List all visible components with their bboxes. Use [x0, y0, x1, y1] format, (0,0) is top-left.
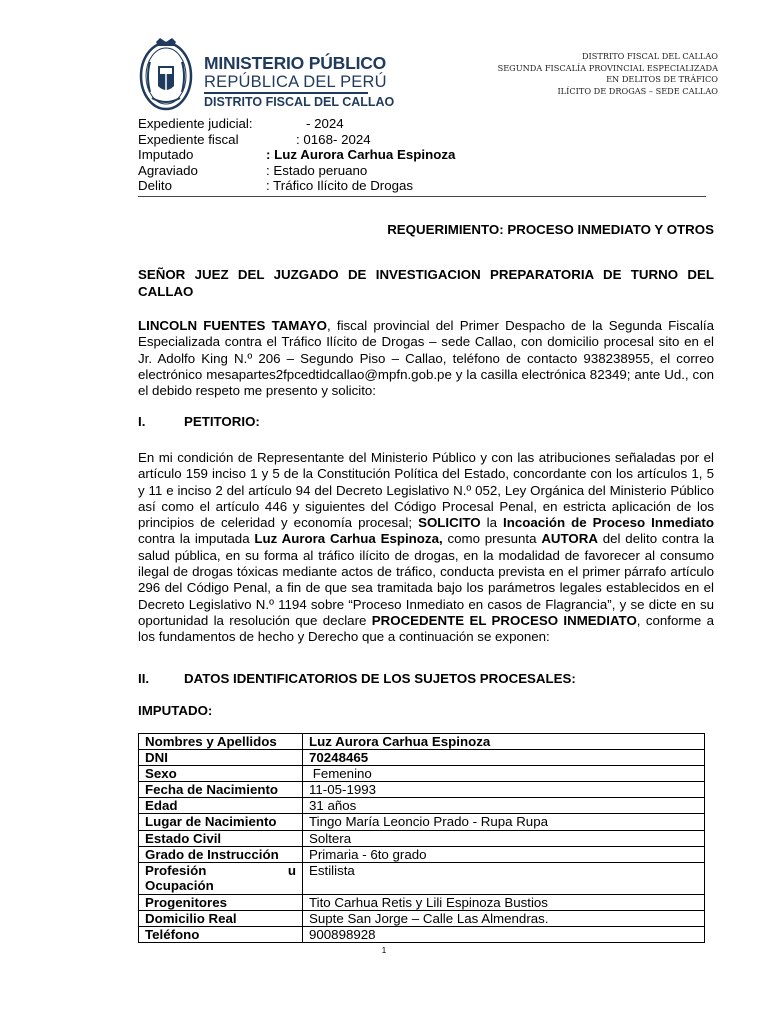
table-row: [139, 846, 705, 862]
key-part: u: [287, 862, 296, 878]
coat-of-arms-icon: [138, 36, 194, 112]
section-heading-petitorio: [138, 414, 260, 429]
text-run: la: [480, 515, 504, 531]
logo-line-3: DISTRITO FISCAL DEL CALLAO: [204, 94, 395, 109]
meta-label: Expediente fiscal: [138, 131, 239, 147]
table-value: Luz Aurora Carhua Espinoza: [303, 734, 705, 750]
text-run: En mi condición de Representante del Ministerio Público y con las atribuciones señaladas por el artículo 159 inciso 1 y 5 de la Constitución Política del Estado, concordante con los artículos 1, 5 y 11 e inciso 2 del artículo 94 del Decreto Legislativo N.º 052, Ley Orgánica del Ministerio Público así como el artículo 446 y siguientes del Código Procesal Penal, en estricta aplicación de los principios de celeridad y economía procesal;: [138, 450, 714, 531]
table-value: Supte San Jorge – Calle Las Almendras.: [303, 910, 705, 926]
section-title: DATOS IDENTIFICATORIOS DE LOS SUJETOS PROCESALES:: [184, 671, 576, 686]
table-key: Sexo: [139, 766, 303, 782]
bold-run: PROCEDENTE EL PROCESO INMEDIATO: [371, 612, 637, 628]
office-header: [498, 51, 718, 97]
page-number: 1: [381, 946, 387, 955]
table-value: Soltera: [303, 830, 705, 846]
bold-run: SOLICITO: [418, 515, 481, 531]
section-number: II.: [138, 671, 150, 686]
meta-label: Delito: [138, 178, 172, 193]
key-part: Ocupación: [145, 878, 214, 894]
table-key: Fecha de Nacimiento: [139, 782, 303, 798]
table-key: Teléfono: [139, 926, 303, 942]
meta-value: : 0168- 2024: [296, 131, 371, 147]
section-heading-datos: [138, 671, 576, 686]
table-key: Progenitores: [139, 894, 303, 910]
office-line: EN DELITOS DE TRÁFICO: [606, 74, 718, 84]
text-run: como presunta: [442, 531, 542, 547]
addressee: SEÑOR JUEZ DEL JUZGADO DE INVESTIGACION PREPARATORIA DE TURNO DEL CALLAO: [138, 267, 714, 299]
table-value: 31 años: [303, 798, 705, 814]
meta-value: : Luz Aurora Carhua Espinoza: [266, 147, 456, 162]
prosecutor-name: LINCOLN FUENTES TAMAYO: [138, 318, 327, 333]
table-key: Grado de Instrucción: [139, 846, 303, 862]
table-key: Edad: [139, 798, 303, 814]
key-part: Profesión: [145, 862, 207, 878]
table-value: 11-05-1993: [303, 782, 705, 798]
text-run: del delito contra la salud pública, en su forma al tráfico ilícito de drogas, en la modalidad de favorecer al consumo ilegal de drogas tóxicas mediante actos de tráfico, conducta prevista en el primer párrafo artículo 296 del Código Penal, a fin de que sea tramitada bajo los parámetros legales establecidos en el Decreto Legislativo N.º 1194 sobre “Proceso Inmediato en casos de Flagrancia”, y se dicte en su oportunidad la resolución que declare: [138, 531, 714, 628]
logo-divider: [204, 92, 368, 94]
bold-run: AUTORA: [541, 531, 598, 547]
bold-run: Luz Aurora Carhua Espinoza,: [254, 531, 443, 547]
section-number: I.: [138, 414, 146, 429]
table-row: [139, 862, 705, 894]
intro-text: , fiscal provincial del Primer Despacho de la Segunda Fiscalía Especializada contra el Tráfico Ilícito de Drogas – sede Callao, con domicilio procesal sito en el Jr. Adolfo King N.º 206 – Segundo Piso – Callao, teléfono de contacto 938238955, el correo electrónico mesapartes2fpcedtidcallao@mpfn.gob.pe y la casilla electrónica 82349; ante Ud., con el debido respeto me presento y solicito:: [138, 318, 714, 399]
table-row: [139, 814, 705, 830]
office-line: DISTRITO FISCAL DEL CALLAO: [581, 51, 718, 61]
meta-value: - 2024: [306, 116, 344, 131]
separator-line: [138, 196, 706, 197]
imputado-heading: IMPUTADO:: [138, 703, 213, 718]
table-key: Nombres y Apellidos: [139, 734, 303, 750]
table-key: Estado Civil: [139, 830, 303, 846]
table-key: DNI: [139, 750, 303, 766]
meta-label: Expediente judicial:: [138, 116, 253, 131]
office-line: SEGUNDA FISCALÍA PROVINCIAL ESPECIALIZADA: [497, 62, 718, 73]
logo-line-1: MINISTERIO PÚBLICO: [204, 53, 387, 73]
table-value: 900898928: [303, 926, 705, 942]
meta-value: : Estado peruano: [266, 162, 368, 178]
table-row: [139, 894, 705, 910]
table-row: [139, 926, 705, 942]
table-key: [139, 862, 303, 894]
table-row: [139, 750, 705, 766]
table-row: [139, 766, 705, 782]
table-value: Tito Carhua Retis y Lili Espinoza Bustios: [303, 894, 705, 910]
imputado-table: [138, 733, 705, 943]
text-run: contra la imputada: [138, 531, 255, 547]
table-row: [139, 734, 705, 750]
meta-value: : Tráfico Ilícito de Drogas: [266, 178, 414, 193]
meta-label: Imputado: [138, 147, 194, 162]
logo-line-2: REPÚBLICA DEL PERÚ: [204, 73, 387, 91]
table-key: Lugar de Nacimiento: [139, 814, 303, 830]
table-row: [139, 782, 705, 798]
petitorio-paragraph: [138, 450, 714, 646]
table-value: Femenino: [303, 766, 705, 782]
table-value: 70248465: [303, 750, 705, 766]
meta-label: Agraviado: [138, 162, 198, 178]
office-line: ILÍCITO DE DROGAS – SEDE CALLAO: [557, 85, 718, 96]
bold-run: Incoación de Proceso Inmediato: [503, 515, 714, 531]
table-row: [139, 830, 705, 846]
requirement-title: REQUERIMIENTO: PROCESO INMEDIATO Y OTROS: [387, 222, 714, 237]
table-row: [139, 910, 705, 926]
table-value: Primaria - 6to grado: [303, 846, 705, 862]
table-value: Tingo María Leoncio Prado - Rupa Rupa: [303, 814, 705, 830]
table-value: Estilista: [303, 862, 705, 894]
section-title: PETITORIO:: [184, 414, 260, 429]
table-key: Domicilio Real: [139, 910, 303, 926]
institution-logo: [138, 36, 395, 112]
intro-paragraph: [138, 318, 714, 399]
table-row: [139, 798, 705, 814]
text-run: , conforme a los fundamentos de hecho y Derecho que a continuación se exponen:: [138, 612, 714, 645]
